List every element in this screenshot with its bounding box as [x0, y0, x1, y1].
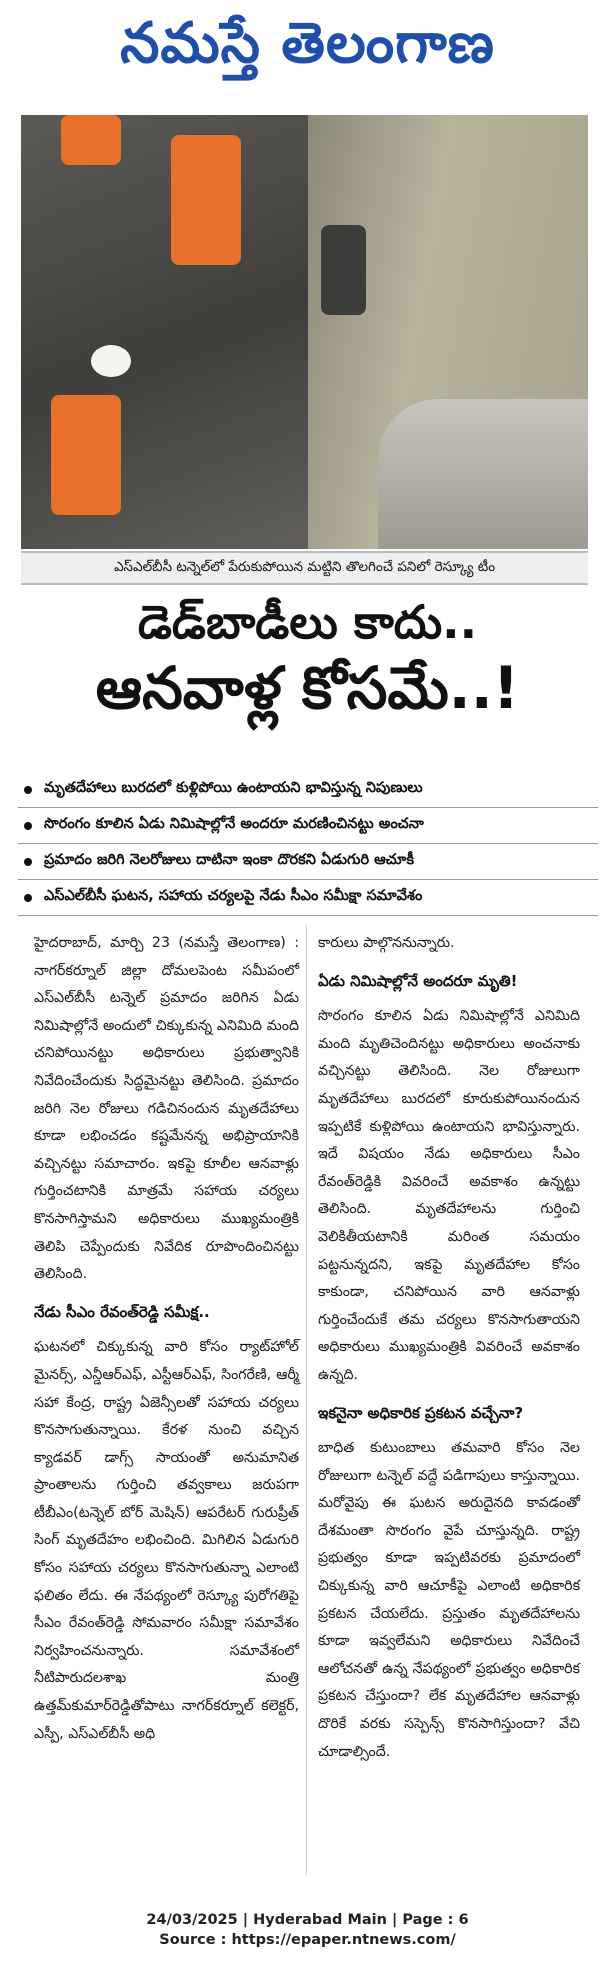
bullet-list: [18, 772, 598, 916]
page-footer: [0, 1910, 615, 1950]
bullet-icon: [24, 894, 32, 902]
bullet-text: మృతదేహాలు బురదలో కుళ్లిపోయి ఉంటాయని భావిస్తున్న నిపుణులు: [44, 779, 423, 796]
article-paragraph: బాధిత కుటుంబాలు తమవారి కోసం నెల రోజులుగా టన్నెల్ వద్దే పడిగాపులు కాస్తున్నాయి. మరోవైపు ఈ ఘటన అరుదైనది కావడంతో దేశమంతా సొరంగం వైపే చూస్తున్నది. రాష్ట్ర ప్రభుత్వం కూడా ఇప్పటివరకు ప్రమాదంలో చిక్కుకున్న వారి ఆచూకీపై ఎలాంటి అధికారిక ప్రకటన చేయలేదు. ప్రస్తుతం మృతదేహాలను కూడా ఇవ్వలేమని అధికారులు నివేదించే ఆలోచనతో ఉన్న నేపథ్యంలో ప్రభుత్వం అధికారిక ప్రకటన చేస్తుందా? లేక మృతదేహాల ఆనవాళ్లు దొరికే వరకు సస్పెన్స్ కొనసాగిస్తుందా? వేచి చూడాల్సిందే.: [318, 1440, 580, 1760]
rescue-worker: [321, 225, 366, 315]
article-subheading: నేడు సీఎం రేవంత్‌రెడ్డి సమీక్ష..: [34, 1302, 210, 1321]
rescue-worker: [61, 115, 121, 165]
bullet-icon: [24, 822, 32, 830]
newspaper-title: నమస్తే తెలంగాణ: [120, 10, 495, 76]
bullet-item: [18, 772, 598, 808]
headline: [0, 596, 615, 722]
article-column-left: [34, 930, 299, 1748]
bullet-item: [18, 808, 598, 844]
article-subheading: ఇకనైనా అధికారిక ప్రకటన వచ్చేనా?: [318, 1403, 524, 1422]
masthead: [0, 0, 615, 100]
headline-line-2: ఆనవాళ్ల కోసమే..!: [95, 653, 520, 722]
photo-caption: ఎస్ఎల్‌బీసీ టన్నెల్‌లో పేరుకుపోయిన మట్టిని తొలగించే పనిలో రెస్క్యూ టీం: [21, 551, 588, 585]
article-paragraph: సొరంగం కూలిన ఏడు నిమిషాల్లోనే ఎనిమిది మంది మృతిచెందినట్టు అధికారులు అంచనాకు వచ్చినట్టు తెలిసింది. నెల రోజులుగా మృతదేహాలు బురదలో కూరుకుపోయినందున ఇప్పటికే కుళ్లిపోయి ఉంటాయని భావిస్తున్నారు. ఇదే విషయం నేడు అధికారులు సీఎం రేవంత్‌రెడ్డికి వివరించే అవకాశం ఉన్నట్టు తెలిసింది. మృతదేహాలను గుర్తించి వెలికితీయటానికి మరింత సమయం పట్టనున్నదని, ఇకపై మృతదేహాల కోసం కాకుండా, చనిపోయిన వారి ఆనవాళ్లు గుర్తించేందుకే తమ చర్యలు కొనసాగుతాయని అధికారులు ముఖ్యమంత్రికి వివరించే అవకాశం ఉన్నది.: [318, 1008, 580, 1383]
bullet-icon: [24, 858, 32, 866]
source-link[interactable]: Source : https://epaper.ntnews.com/: [159, 1932, 456, 1948]
edition-info: 24/03/2025 | Hyderabad Main | Page : 6: [146, 1912, 469, 1928]
helmet-icon: [91, 345, 131, 377]
bullet-item: [18, 880, 598, 916]
rescue-worker: [171, 135, 241, 265]
rescue-worker: [51, 395, 121, 515]
bullet-text: ఎస్ఎల్‌బీసీ ఘటన, సహాయ చర్యలపై నేడు సీఎం సమీక్షా సమావేశం: [44, 887, 423, 904]
bullet-text: ప్రమాదం జరిగి నెలరోజులు దాటినా ఇంకా దొరకని ఏడుగురి ఆచూకీ: [44, 851, 415, 868]
column-divider: [306, 925, 307, 1875]
article-paragraph: హైదరాబాద్, మార్చి 23 (నమస్తే తెలంగాణ) : నాగర్‌కర్నూల్ జిల్లా దోమలపెంట సమీపంలో ఎస్ఎల్‌బీసీ టన్నెల్ ప్రమాదం జరిగిన ఏడు నిమిషాల్లోనే అందులో చిక్కుకున్న ఎనిమిది మంది చనిపోయినట్టు అధికారులు ప్రభుత్వానికి నివేదించేందుకు సిద్ధమైనట్టు తెలిసింది. ప్రమాదం జరిగి నెల రోజులు గడిచినందున మృతదేహాలు కూడా లభించడం కష్టమేనన్న అభిప్రాయానికి వచ్చినట్టు సమాచారం. ఇకపై కూలీల ఆనవాళ్లు గుర్తించటానికి మాత్రమే సహాయ చర్యలు కొనసాగిస్తామని అధికారులు ముఖ్యమంత్రికి తెలిపి చెప్పేందుకు నివేదిక రూపొందించినట్టు తెలిసింది.: [34, 935, 299, 1283]
muddy-water: [378, 399, 588, 549]
bullet-item: [18, 844, 598, 880]
article-paragraph: ఘటనలో చిక్కుకున్న వారి కోసం ర్యాట్‌హోల్ మైనర్స్, ఎన్డీఆర్‌ఎఫ్, ఎస్టీఆర్ఎఫ్, సింగరేణి, ఆర్మీ సహా కేంద్ర, రాష్ట్ర ఏజెన్సీలతో సహాయ చర్యలు కొనసాగుతున్నాయి. కేరళ నుంచి వచ్చిన క్యాడవర్ డాగ్స్ సాయంతో అనుమానిత ప్రాంతాలను గుర్తించి తవ్వకాలు జరుపగా టీబీఎం(టన్నెల్ బోర్ మెషిన్) ఆపరేటర్ గురుప్రీత్ సింగ్ మృతదేహం లభించింది. మిగిలిన ఏడుగురి కోసం సహాయ చర్యలు కొనసాగుతున్నా ఎలాంటి ఫలితం లేదు. ఈ నేపథ్యంలో రెస్క్యూ పురోగతిపై సీఎం రేవంత్‌రెడ్డి సోమవారం సమీక్షా సమావేశం నిర్వహించనున్నారు. సమావేశంలో నీటిపారుదలశాఖ మంత్రి ఉత్తమ్‌కుమార్‌రెడ్డితోపాటు నాగర్‌కర్నూల్ కలెక్టర్, ఎస్పీ, ఎస్ఎల్‌బీసీ అధి: [34, 1339, 299, 1742]
bullet-icon: [24, 786, 32, 794]
news-photo: [21, 115, 588, 549]
article-paragraph: కారులు పాల్గొననున్నారు.: [318, 935, 455, 951]
article-column-right: [318, 930, 580, 1766]
headline-line-1: డెడ్‌బాడీలు కాదు..: [137, 595, 478, 649]
article-subheading: ఏడు నిమిషాల్లోనే అందరూ మృతి!: [318, 971, 518, 990]
bullet-text: సొరంగం కూలిన ఏడు నిమిషాల్లోనే అందరూ మరణించినట్టు అంచనా: [44, 815, 424, 832]
